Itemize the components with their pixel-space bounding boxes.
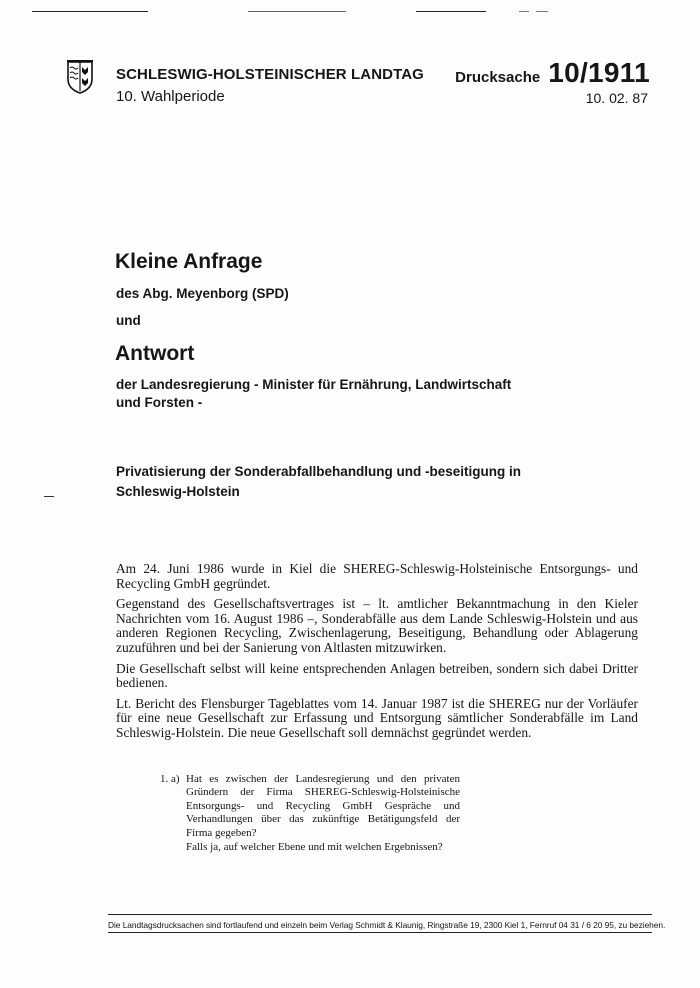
answer-author-line-2: und Forsten - [116, 395, 203, 410]
body-text [116, 562, 638, 747]
document-id [455, 57, 650, 89]
paragraph: Am 24. Juni 1986 wurde in Kiel die SHEREG-Schleswig-Holsteinische Entsorgungs- und Recycling GmbH gegründet. [116, 561, 638, 591]
answer-heading: Antwort [115, 342, 195, 365]
paragraph: Lt. Bericht des Flensburger Tageblattes vom 14. Januar 1987 ist die SHEREG nur der Vorläufer für eine neue Gesellschaft zur Erfassung und Entsorgung sämtlicher Sonderabfälle im Land Schleswig-Holstein. Die neue Gesellschaft soll demnächst gegründet werden. [116, 695, 638, 740]
parliament-name: SCHLESWIG-HOLSTEINISCHER LANDTAG [116, 66, 424, 83]
document-label: Drucksache [455, 69, 541, 86]
question-followup: Falls ja, auf welcher Ebene und mit welchen Ergebnissen? [186, 841, 443, 854]
subject-line-1: Privatisierung der Sonderabfallbehandlung und -beseitigung in [116, 464, 522, 479]
inquiry-heading: Kleine Anfrage [115, 250, 263, 273]
legislative-period: 10. Wahlperiode [116, 88, 225, 105]
paragraph: Gegenstand des Gesellschaftsvertrages ist – lt. amtlicher Bekanntmachung in den Kieler Nachrichten vom 16. August 1986 –, Sonderabfälle aus dem Lande Schleswig-Holstein und aus anderen Regionen Recycling, Zwischenlagerung, Beseitigung, Behandlung oder Ablagerung zuzuführen und bei der Sanierung von Altlasten mitzuwirken. [116, 596, 638, 655]
top-rule-5 [536, 11, 548, 12]
question-1a [160, 773, 460, 854]
top-rule-4 [519, 11, 529, 12]
top-rule-2 [248, 11, 346, 12]
footer-rule-top [108, 914, 652, 915]
document-date: 10. 02. 87 [585, 90, 648, 106]
question-text: Hat es zwischen der Landesregierung und den privaten Gründern der Firma SHEREG-Schleswig-Holsteinische Entsorgungs- und Recycling GmbH Gespräche und Verhandlungen über das zukünftige Betätigungsfeld der Firma gegeben? [186, 773, 460, 839]
subject-title [116, 462, 536, 502]
document-number: 10/1911 [548, 57, 650, 88]
coat-of-arms-icon [66, 60, 94, 94]
and-connector: und [116, 313, 141, 328]
inquiry-author: des Abg. Meyenborg (SPD) [116, 286, 289, 301]
question-number: 1. a) [160, 773, 180, 785]
paragraph: Die Gesellschaft selbst will keine entsprechenden Anlagen betreiben, sondern sich dabei Dritter bedienen. [116, 660, 638, 691]
footer-note: Die Landtagsdrucksachen sind fortlaufend und einzeln beim Verlag Schmidt & Klaunig, Ringstraße 19, 2300 Kiel 1, Fernruf 04 31 / 6 20 95, zu beziehen. [108, 920, 666, 930]
subject-line-2: Schleswig-Holstein [116, 484, 240, 499]
top-rule-3 [416, 11, 486, 12]
footer-rule-bottom [108, 932, 652, 933]
top-rule-1 [32, 11, 148, 12]
answer-author-line-1: der Landesregierung - Minister für Ernährung, Landwirtschaft [116, 377, 512, 392]
margin-mark [44, 496, 54, 497]
